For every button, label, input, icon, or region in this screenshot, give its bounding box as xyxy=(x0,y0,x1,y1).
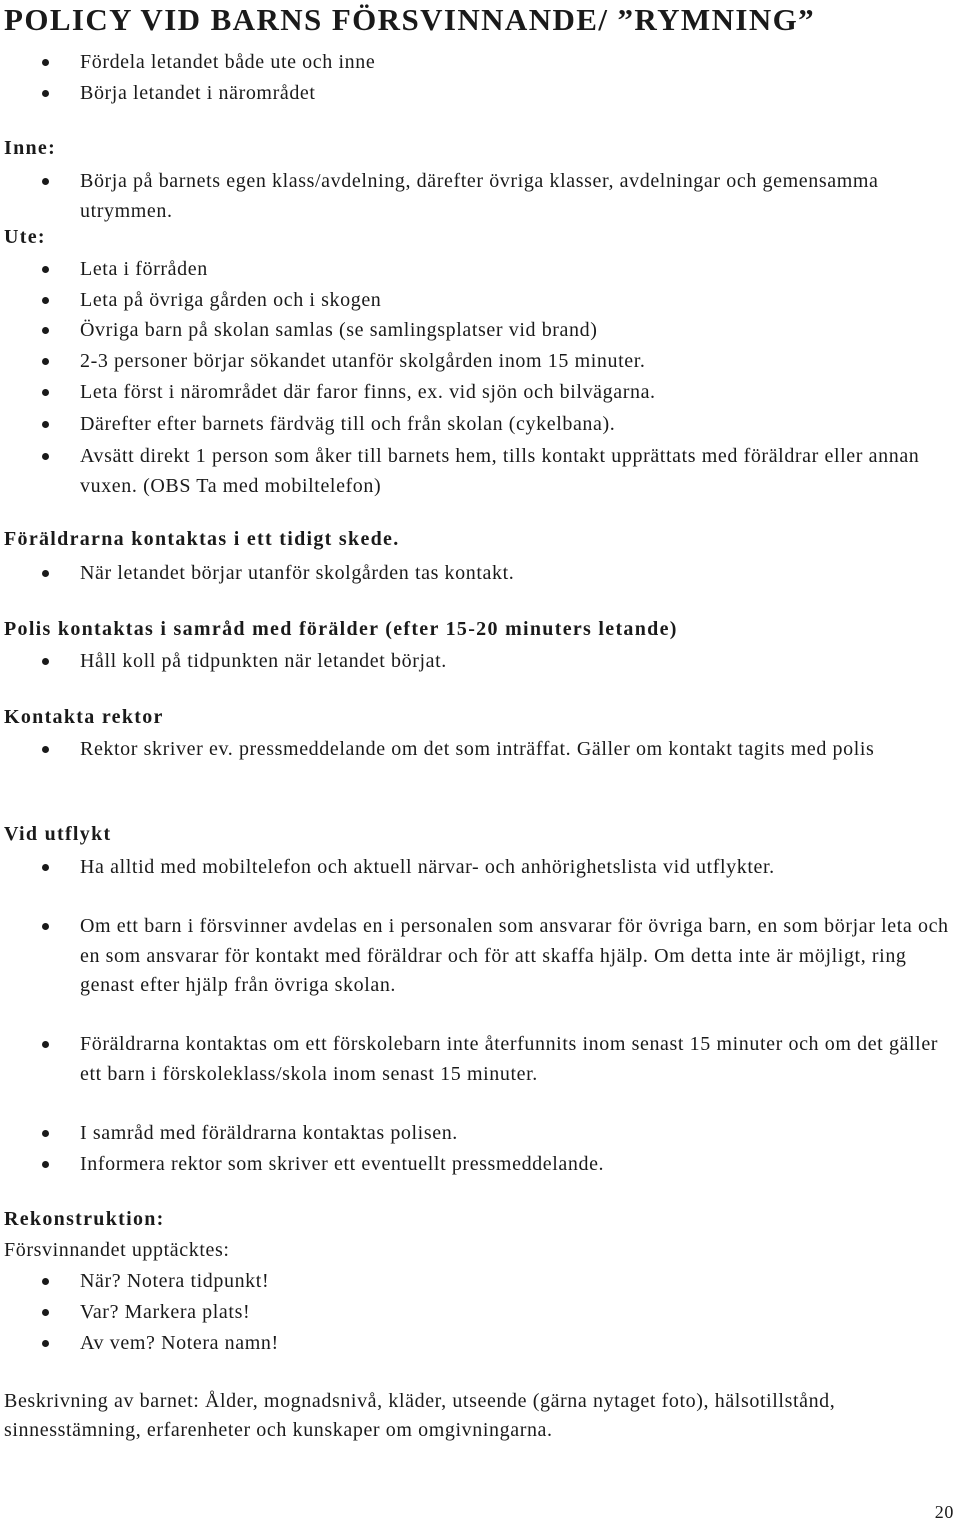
list-item: Informera rektor som skriver ett eventuellt pressmeddelande. xyxy=(80,1150,954,1180)
list-item: Börja på barnets egen klass/avdelning, därefter övriga klasser, avdelningar och gemensamma utrymmen. xyxy=(80,167,954,226)
section-heading-inne: Inne: xyxy=(4,137,57,159)
page-title: POLICY VID BARNS FÖRSVINNANDE/ ”RYMNING” xyxy=(4,2,816,37)
list-item: När letandet börjar utanför skolgården tas kontakt. xyxy=(80,559,954,589)
list-item: Leta på övriga gården och i skogen xyxy=(80,286,954,316)
section-heading-rekonstruktion: Rekonstruktion: xyxy=(4,1208,165,1230)
section-heading-ute: Ute: xyxy=(4,226,46,248)
list-item: Avsätt direkt 1 person som åker till barnets hem, tills kontakt upprättats med föräldrar eller annan vuxen. (OBS Ta med mobiltelefon) xyxy=(80,442,954,501)
description-paragraph: Beskrivning av barnet: Ålder, mognadsnivå, kläder, utseende (gärna nytaget foto), hälsotillstånd, sinnesstämning, erfarenheter och kunskaper om omgivningarna. xyxy=(4,1390,836,1441)
list-item: Av vem? Notera namn! xyxy=(80,1329,954,1359)
section-heading-polis: Polis kontaktas i samråd med förälder (efter 15-20 minuters letande) xyxy=(4,618,678,640)
list-item: Därefter efter barnets färdväg till och från skolan (cykelbana). xyxy=(80,410,954,440)
list-item: Var? Markera plats! xyxy=(80,1298,954,1328)
list-item: Om ett barn i försvinner avdelas en i personalen som ansvarar för övriga barn, en som börjar leta och en som ansvarar för kontakt med föräldrar och för att skaffa hjälp. Om detta inte är möjligt, ring genast efter hjälp från övriga skolan. xyxy=(80,912,954,1001)
list-item: 2-3 personer börjar sökandet utanför skolgården inom 15 minuter. xyxy=(80,347,954,377)
list-item: När? Notera tidpunkt! xyxy=(80,1267,954,1297)
list-item: Börja letandet i närområdet xyxy=(80,79,954,109)
section-subheading: Försvinnandet upptäcktes: xyxy=(4,1239,230,1261)
list-item: Håll koll på tidpunkten när letandet börjat. xyxy=(80,647,954,677)
list-item: Rektor skriver ev. pressmeddelande om det som inträffat. Gäller om kontakt tagits med polis xyxy=(80,735,954,765)
list-item: Ha alltid med mobiltelefon och aktuell närvar- och anhörighetslista vid utflykter. xyxy=(80,853,954,883)
list-item: Leta först i närområdet där faror finns, ex. vid sjön och bilvägarna. xyxy=(80,378,954,408)
list-item: Leta i förråden xyxy=(80,255,954,285)
list-item: Föräldrarna kontaktas om ett förskolebarn inte återfunnits inom senast 15 minuter och om det gäller ett barn i förskoleklass/skola inom senast 15 minuter. xyxy=(80,1030,954,1089)
list-item: I samråd med föräldrarna kontaktas polisen. xyxy=(80,1119,954,1149)
list-item: Fördela letandet både ute och inne xyxy=(80,48,954,78)
section-heading-utflykt: Vid utflykt xyxy=(4,823,112,845)
section-heading-rektor: Kontakta rektor xyxy=(4,706,164,728)
page-number: 20 xyxy=(934,1502,954,1522)
list-item: Övriga barn på skolan samlas (se samlingsplatser vid brand) xyxy=(80,316,954,346)
section-heading-foraldrar: Föräldrarna kontaktas i ett tidigt skede. xyxy=(4,528,400,550)
